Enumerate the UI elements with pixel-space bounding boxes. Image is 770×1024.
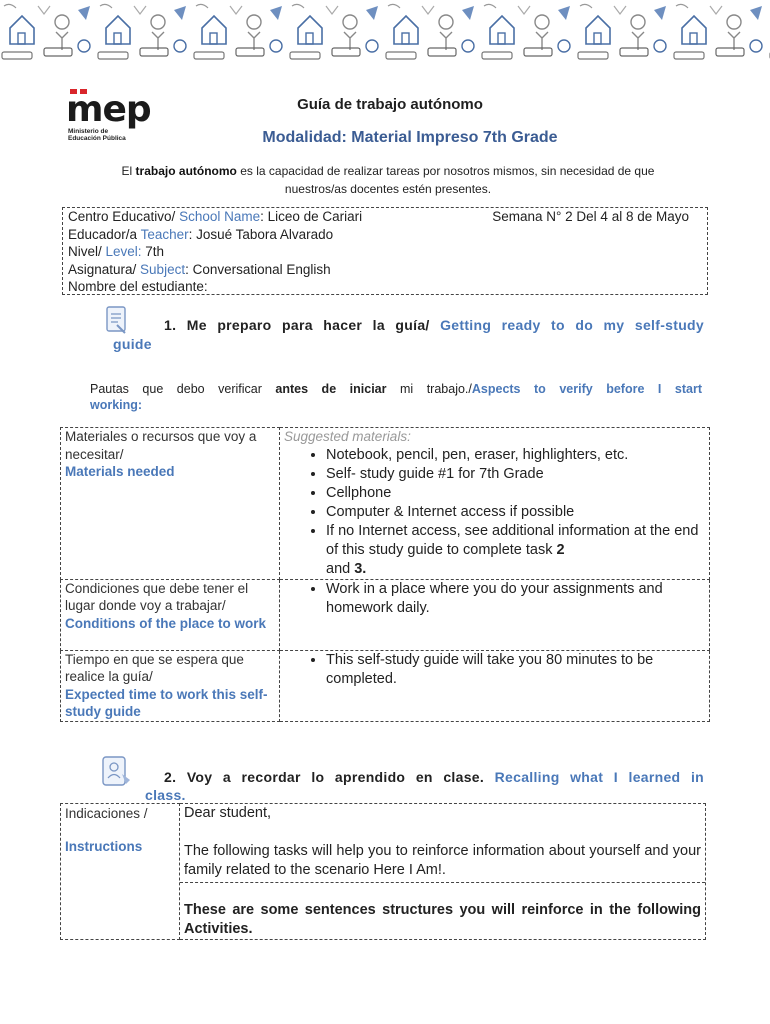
conditions-label: Condiciones que debe tener el lugar donde voy a trabajar/	[65, 580, 249, 613]
conditions-label-cell	[61, 579, 280, 650]
pautas-bold: antes de iniciar	[275, 382, 387, 396]
section2-heading-cont: class.	[145, 787, 186, 803]
list-item-mid: and	[326, 560, 355, 577]
instructions-paragraph: The following tasks will help you to reinforce information about yourself and your family related to the scenario Here I Am!.	[180, 842, 705, 883]
pautas-en-cont: working:	[90, 398, 143, 412]
intro-rest: es la capacidad de realizar tareas por nosotros mismos, sin necesidad de que	[236, 164, 655, 178]
conditions-label-en: Conditions of the place to work	[65, 615, 267, 631]
materials-content-cell	[280, 428, 710, 580]
conditions-list	[284, 580, 705, 618]
school-label: Centro Educativo/	[68, 209, 180, 224]
intro-bold: trabajo autónomo	[135, 164, 237, 178]
list-item: • Notebook, pencil, pen, eraser, highlighters, etc.	[326, 446, 705, 465]
list-item: • This self-study guide will take you 80 minutes to be completed.	[326, 651, 705, 689]
instructions-label-cell	[61, 804, 180, 940]
student-info-box	[62, 207, 708, 295]
greeting: Dear student,	[184, 805, 272, 821]
sentence-structures-note: These are some sentences structures you will reinforce in the following Activities.	[184, 902, 701, 937]
school-value: : Liceo de Cariari	[260, 209, 363, 224]
subject-value: : Conversational English	[185, 261, 331, 277]
time-list	[284, 651, 705, 689]
section1-heading	[164, 316, 704, 335]
pautas-en: Aspects to verify before I start	[471, 382, 702, 396]
list-item: • Work in a place where you do your assignments and homework daily.	[326, 580, 705, 618]
section2-title-es: 2. Voy a recordar lo aprendido en clase.	[164, 769, 495, 785]
teacher-row	[68, 226, 707, 244]
list-item: • Self- study guide #1 for 7th Grade	[326, 465, 705, 484]
table-row	[61, 579, 710, 650]
school-row	[68, 208, 707, 226]
list-item: • Cellphone	[326, 484, 705, 503]
section2-heading	[164, 768, 704, 787]
teacher-label: Educador/a	[68, 226, 141, 242]
subject-label: Asignatura/	[68, 261, 141, 277]
materials-label-en: Materials needed	[65, 464, 175, 479]
subject-label-en: Subject	[140, 261, 186, 277]
section1-heading-cont: guide	[113, 336, 152, 352]
decorative-banner	[0, 0, 770, 68]
level-label: Nivel/	[68, 244, 106, 259]
list-item	[326, 522, 705, 579]
table-row	[61, 804, 706, 940]
instructions-label-en: Instructions	[65, 839, 143, 854]
logo-subtitle: Ministerio de Educación Pública	[68, 128, 126, 142]
time-label-en: Expected time to work this self-study guide	[65, 686, 268, 719]
checklist-icon	[103, 305, 129, 335]
subject-row	[68, 261, 707, 279]
section1-title-en: Getting ready to do my self-study	[440, 317, 704, 333]
page-title: Guía de trabajo autónomo	[297, 96, 483, 113]
school-label-en: School Name	[179, 209, 261, 224]
teacher-value: : Josué Tabora Alvarado	[188, 226, 334, 242]
student-name-label: Nombre del estudiante:	[68, 279, 208, 294]
week-label: Semana N° 2 Del 4 al 8 de Mayo	[492, 209, 689, 224]
level-label-en: Level:	[105, 244, 142, 259]
materials-label-cell	[61, 428, 280, 580]
level-value: 7th	[141, 244, 165, 259]
list-item: • Computer & Internet access if possible	[326, 503, 705, 522]
section1-title-es: 1. Me preparo para hacer la guía/	[164, 317, 441, 333]
conditions-content-cell	[280, 579, 710, 650]
mep-logo	[66, 89, 151, 148]
intro-line2: nuestros/as docentes estén presentes.	[284, 182, 492, 196]
instructions-table	[60, 803, 706, 940]
pautas-mid: mi trabajo./	[386, 382, 472, 396]
student-name-row	[68, 278, 268, 296]
teacher-label-en: Teacher	[140, 226, 189, 242]
section2-title-en: Recalling what I learned in	[494, 769, 705, 785]
instructions-label: Indicaciones /	[65, 806, 148, 821]
time-label-cell	[61, 650, 280, 721]
time-content-cell	[280, 650, 710, 721]
pautas-prefix: Pautas que debo verificar	[90, 382, 276, 396]
materials-table	[60, 427, 710, 722]
list-item-text: If no Internet access, see additional information at the end of this study guide to complete task	[326, 522, 699, 558]
logo-word: mep	[66, 89, 151, 130]
pautas-text	[90, 380, 702, 398]
level-row	[68, 243, 707, 261]
task-number: 3.	[354, 560, 367, 577]
suggested-materials-label: Suggested materials:	[284, 429, 411, 444]
instructions-content-cell	[180, 804, 706, 940]
intro-prefix: El	[121, 164, 136, 178]
materials-label: Materiales o recursos que voy a necesitar/	[65, 429, 257, 462]
tablet-learning-icon	[100, 754, 132, 790]
intro-paragraph	[78, 162, 698, 198]
materials-list	[284, 446, 705, 579]
page-subtitle: Modalidad: Material Impreso 7th Grade	[262, 129, 558, 146]
task-number: 2	[556, 541, 565, 558]
table-row	[61, 428, 710, 580]
time-label: Tiempo en que se espera que realice la guía/	[65, 651, 244, 684]
table-row	[61, 650, 710, 721]
